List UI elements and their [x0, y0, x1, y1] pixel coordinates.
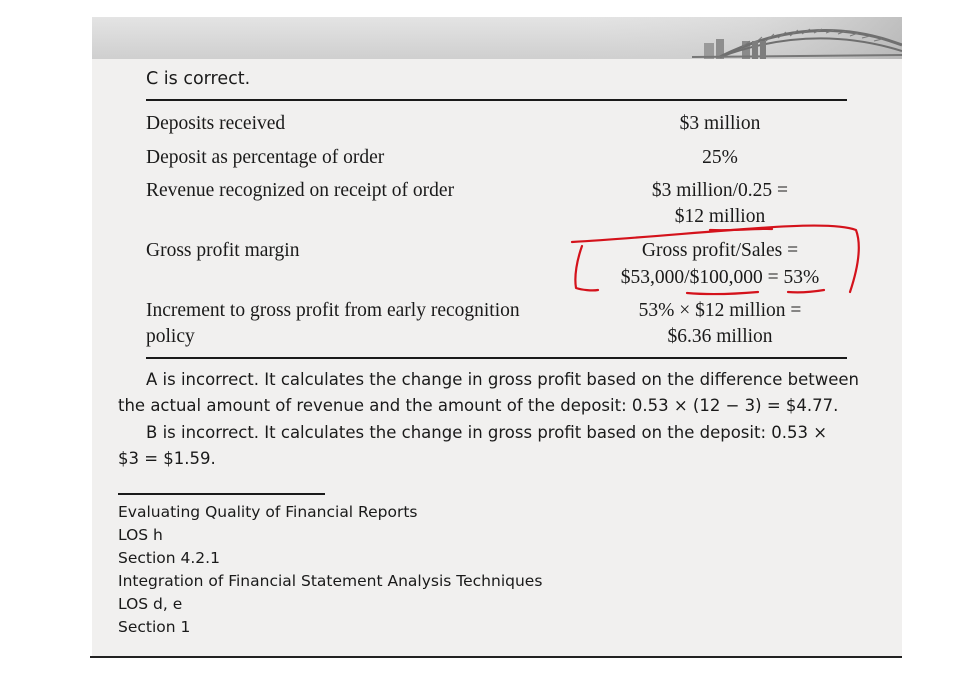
reference-item: Evaluating Quality of Financial Reports [118, 503, 418, 521]
table-row-value: $6.36 million [667, 326, 773, 347]
explanation-a-line1: A is incorrect. It calculates the change in gross profit based on the difference between [146, 370, 859, 389]
reference-item: LOS d, e [118, 595, 183, 613]
table-row-value: 53% × $12 million = [638, 300, 802, 321]
table-row-label: Deposit as percentage of order [146, 147, 385, 168]
table-row-label: Gross profit margin [146, 240, 300, 261]
table-row-label: policy [146, 326, 195, 347]
table-row-label: Deposits received [146, 113, 286, 134]
reference-item: Section 4.2.1 [118, 549, 220, 567]
page-bottom-rule [90, 656, 902, 658]
table-row-value: $12 million [674, 206, 766, 227]
reference-item: LOS h [118, 526, 163, 544]
table-top-rule [146, 99, 847, 101]
reference-item: Integration of Financial Statement Analysis Techniques [118, 572, 543, 590]
references-rule [118, 493, 325, 495]
table-row-value: $53,000/$100,000 = 53% [620, 267, 820, 288]
reference-item: Section 1 [118, 618, 191, 636]
table-bottom-rule [146, 357, 847, 359]
table-row-label: Increment to gross profit from early recognition [146, 300, 520, 321]
table-row-value: 25% [702, 147, 738, 168]
table-row-value: Gross profit/Sales = [641, 240, 799, 261]
harbour-bridge-illustration [92, 17, 902, 59]
explanation-a-line2: the actual amount of revenue and the amount of the deposit: 0.53 × (12 − 3) = $4.77. [118, 396, 839, 415]
explanation-b-line1: B is incorrect. It calculates the change in gross profit based on the deposit: 0.53 × [146, 423, 828, 442]
answer-heading: C is correct. [146, 69, 251, 89]
table-row-value: $3 million [679, 113, 761, 134]
table-row-label: Revenue recognized on receipt of order [146, 180, 455, 201]
header-banner [92, 17, 902, 59]
explanation-b-line2: $3 = $1.59. [118, 449, 216, 468]
table-row-value: $3 million/0.25 = [651, 180, 789, 201]
